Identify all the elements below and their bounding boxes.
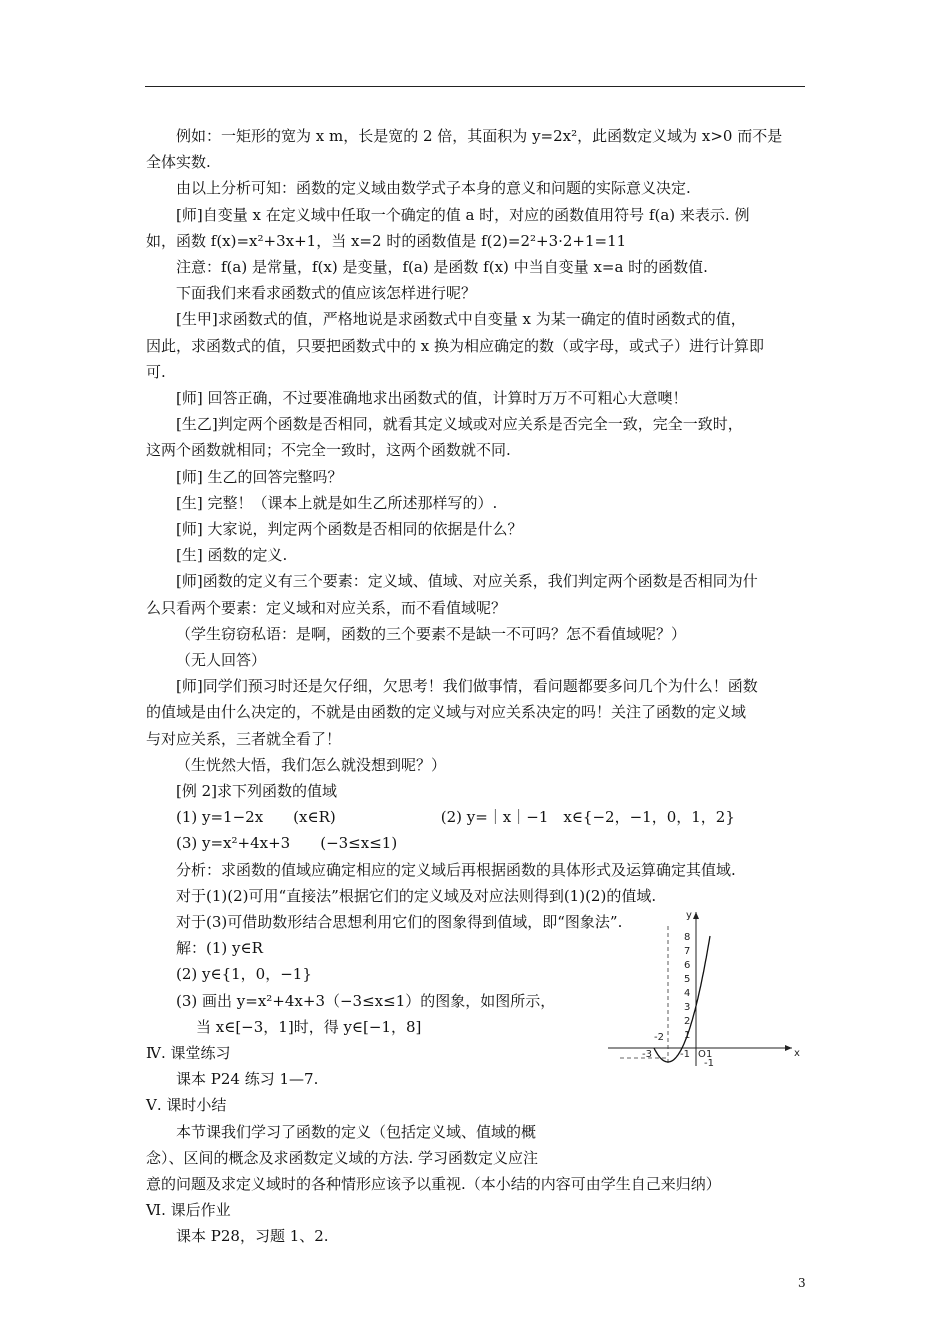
parabola-graph (600, 900, 810, 1070)
text-line: 意的问题及求定义域时的各种情形应该予以重视.（本小结的内容可由学生自己来归纳） (146, 1175, 721, 1193)
text-line: 这两个函数就相同；不完全一致时，这两个函数就不同. (146, 441, 511, 460)
text-line: 当 x∈[−3，1]时，得 y∈[−1，8] (196, 1017, 422, 1036)
text-line: 注意：f(a) 是常量，f(x) 是变量，f(a) 是函数 f(x) 中当自变量 x=a 时的函数值. (176, 258, 708, 276)
x-axis-label: x (794, 1048, 800, 1059)
y-axis-label: y (686, 910, 692, 921)
header-rule (145, 86, 805, 87)
text-line: [师]同学们预习时还是欠仔细，欠思考！我们做事情，看问题都要多问几个为什么！函数 (176, 677, 758, 696)
text-line: [师]函数的定义有三个要素：定义域、值域、对应关系，我们判定两个函数是否相同为什 (176, 572, 758, 591)
text-line: 的值域是由什么决定的，不就是由函数的定义域与对应关系决定的吗！关注了函数的定义域 (146, 703, 747, 722)
y-tick-label: 7 (684, 946, 691, 957)
y-tick-label: 5 (684, 974, 691, 985)
text-line: Ⅳ. 课堂练习 (146, 1044, 231, 1062)
y-tick-label: 8 (684, 932, 691, 943)
text-line: 与对应关系，三者就全看了！ (146, 729, 342, 748)
text-line: [师] 回答正确，不过要准确地求出函数式的值，计算时万万不可粗心大意噢！ (176, 389, 688, 407)
text-line: 可. (146, 362, 166, 381)
text-line: 对于(3)可借助数形结合思想利用它们的图象得到值域，即“图象法”. (176, 913, 623, 931)
y-axis-arrow (693, 912, 699, 919)
text-line: 全体实数. (146, 153, 211, 172)
text-line: (3) y=x²+4x+3 (−3≤x≤1) (176, 834, 398, 853)
y-tick-label: 4 (684, 988, 691, 999)
text-line: 本节课我们学习了函数的定义（包括定义域、值域的概 (176, 1122, 537, 1141)
text-line: [生甲]求函数式的值，严格地说是求函数式中自变量 x 为某一确定的值时函数式的值， (176, 310, 746, 329)
text-line: [生乙]判定两个函数是否相同，就看其定义域或对应关系是否完全一致，完全一致时， (176, 415, 743, 434)
x-tick-label: -2 (654, 1032, 664, 1043)
x-tick-label: -3 (642, 1049, 652, 1060)
y-tick-label: 6 (684, 960, 691, 971)
y-tick-label: 3 (684, 1002, 691, 1013)
text-line: [师] 大家说，判定两个函数是否相同的依据是什么？ (176, 520, 523, 538)
x-tick-label: -1 (680, 1049, 690, 1060)
text-line: 解：(1) y∈R (176, 939, 263, 958)
text-line: 课本 P28，习题 1、2. (176, 1227, 329, 1246)
graph-guides (620, 926, 668, 1066)
text-line: [师]自变量 x 在定义域中任取一个确定的值 a 时，对应的函数值用符号 f(a) 来表示. 例 (176, 205, 750, 224)
text-line: 如，函数 f(x)=x²+3x+1，当 x=2 时的函数值是 f(2)=2²+3·2+1=11 (146, 231, 627, 250)
text-line: [师] 生乙的回答完整吗？ (176, 467, 343, 486)
text-line: （学生窃窃私语：是啊，函数的三个要素不是缺一不可吗？怎不看值域呢？） (176, 624, 687, 643)
text-line: 由以上分析可知：函数的定义域由数学式子本身的意义和问题的实际意义决定. (176, 179, 691, 198)
x-tick-label: O (698, 1049, 706, 1060)
text-line: Ⅵ. 课后作业 (146, 1201, 231, 1220)
text-line: 下面我们来看求函数式的值应该怎样进行呢？ (176, 284, 477, 303)
y-tick-label: 1 (684, 1030, 691, 1041)
y-tick-label: 2 (684, 1016, 691, 1027)
text-line: (3) 画出 y=x²+4x+3（−3≤x≤1）的图象，如图所示， (176, 991, 556, 1010)
text-line: 对于(1)(2)可用“直接法”根据它们的定义域及对应法则得到(1)(2)的值域. (176, 886, 657, 905)
text-line: 念）、区间的概念及求函数定义域的方法. 学习函数定义应注 (146, 1148, 539, 1167)
neg-y-label: -1 (704, 1058, 714, 1069)
text-line: 例如：一矩形的宽为 x m，长是宽的 2 倍，其面积为 y=2x²，此函数定义域为 x>0 而不是 (176, 127, 783, 145)
text-line: 分析：求函数的值域应确定相应的定义域后再根据函数的具体形式及运算确定其值域. (176, 860, 736, 879)
graph-labels (642, 910, 800, 1069)
text-line: 课本 P24 练习 1—7. (176, 1070, 319, 1089)
text-line: 么只看两个要素：定义域和对应关系，而不看值域呢？ (146, 598, 507, 617)
text-line: （无人回答） (176, 651, 267, 669)
text-line: Ⅴ. 课时小结 (146, 1096, 227, 1115)
text-line: (1) y=1−2x (x∈R) (2) y=｜x｜−1 x∈{−2，−1，0，1，2} (176, 808, 735, 827)
page-number: 3 (798, 1276, 806, 1290)
x-tick-label: 1 (706, 1049, 713, 1060)
text-line: 因此，求函数式的值，只要把函数式中的 x 换为相应确定的数（或字母，或式子）进行计算即 (146, 336, 764, 355)
parabola-curve (654, 936, 713, 1062)
text-line: [例 2]求下列函数的值域 (176, 782, 338, 800)
text-line: [生] 完整！（课本上就是如生乙所述那样写的）. (176, 493, 498, 512)
text-line: [生] 函数的定义. (176, 546, 288, 565)
text-line: （生恍然大悟，我们怎么就没想到呢？） (176, 755, 447, 774)
x-axis-arrow (785, 1045, 792, 1051)
text-line: (2) y∈{1，0，−1} (176, 965, 312, 984)
